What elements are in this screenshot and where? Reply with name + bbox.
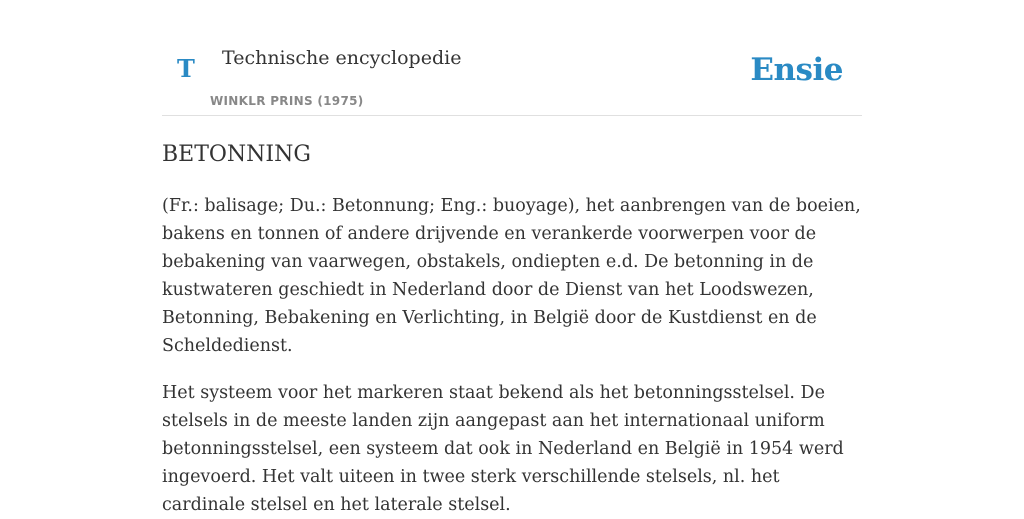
page bbox=[162, 0, 862, 515]
source-header bbox=[162, 0, 862, 116]
entry-title: BETONNING bbox=[162, 142, 311, 167]
entry-paragraph: Het systeem voor het markeren staat bekend als het betonningsstelsel. De stelsels in de meeste landen zijn aangepast aan het internationaal uniform betonningsstelsel, een systeem dat ook in Nederland en België in 1954 werd ingevoerd. Het valt uiteen in twee sterk verschillende stelsels, nl. het cardinale stelsel en het laterale stelsel. bbox=[162, 383, 844, 515]
source-title-link[interactable]: Technische encyclopedie bbox=[222, 47, 462, 69]
brand-logo[interactable]: Ensie bbox=[750, 52, 843, 88]
entry-paragraph: (Fr.: balisage; Du.: Betonnung; Eng.: buoyage), het aanbrengen van de boeien, bakens en tonnen of andere drijvende en verankerde voorwerpen voor de bebakening van vaarwegen, obstakels, ondiepten e.d. De betonning in de kustwateren geschiedt in Nederland door de Dienst van het Loodswezen, Betonning, Bebakening en Verlichting, in België door de Kustdienst en de Scheldedienst. bbox=[162, 196, 861, 356]
source-subtitle: WINKLR PRINS (1975) bbox=[210, 94, 364, 108]
source-logo-icon[interactable]: T bbox=[177, 54, 195, 83]
